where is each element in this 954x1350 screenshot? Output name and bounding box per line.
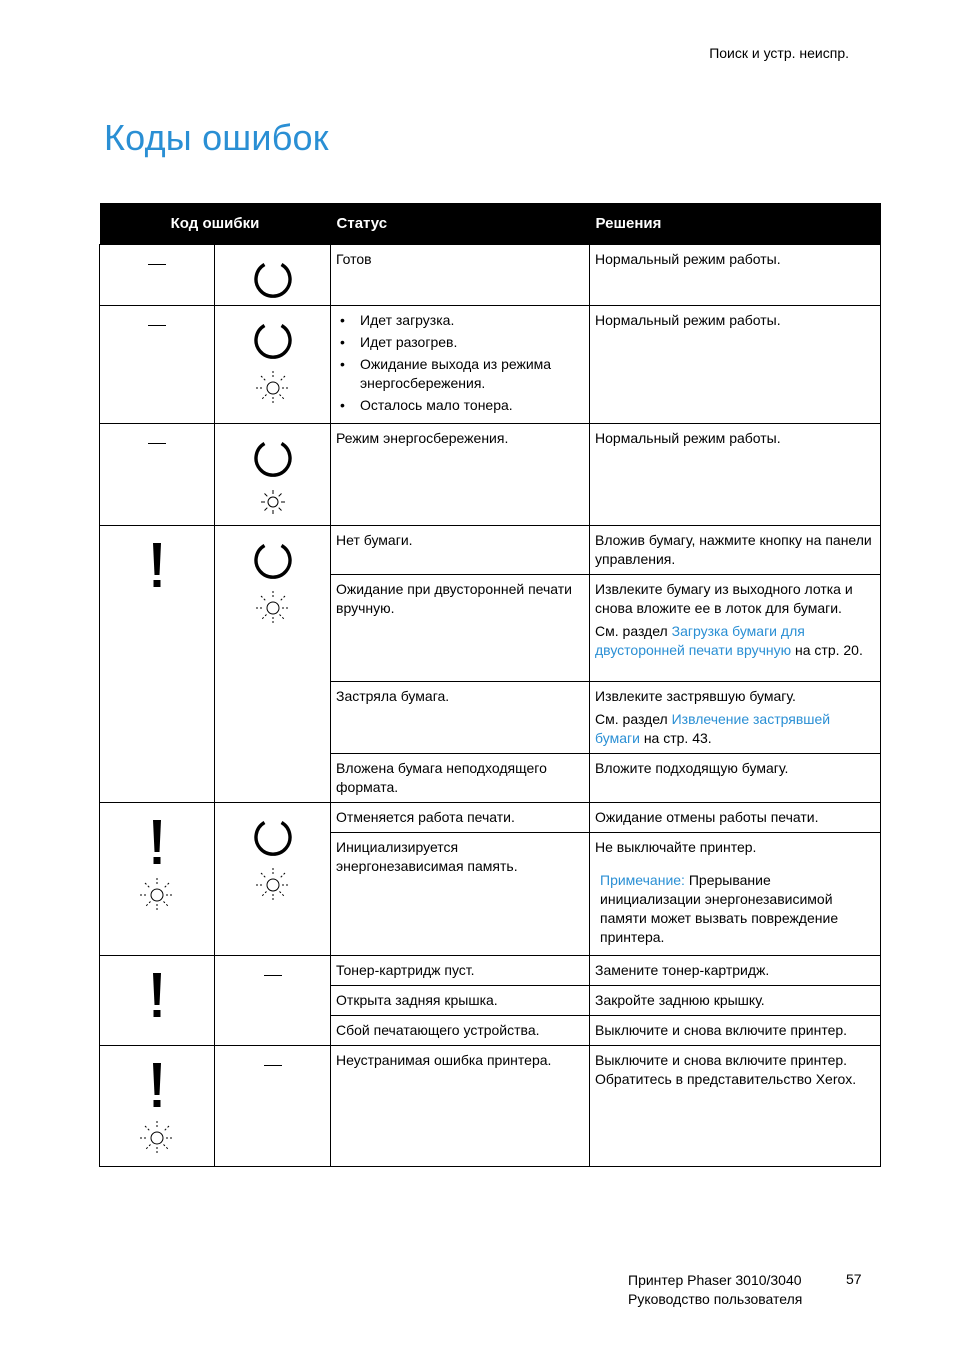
solution-cell: Нормальный режим работы. bbox=[590, 424, 881, 526]
header-error-code: Код ошибки bbox=[100, 203, 331, 245]
ready-indicator-cell bbox=[215, 424, 331, 526]
ready-indicator-cell bbox=[215, 526, 331, 803]
steady-light-icon bbox=[258, 487, 288, 517]
ready-indicator-cell bbox=[215, 245, 331, 306]
page-title: Коды ошибок bbox=[104, 117, 329, 158]
solution-cell: Закройте заднюю крышку. bbox=[590, 986, 881, 1016]
error-indicator-cell bbox=[100, 803, 215, 956]
status-list bbox=[336, 311, 584, 415]
status-cell: Вложена бумага неподходящего формата. bbox=[331, 754, 590, 803]
blinking-light-icon bbox=[254, 589, 292, 627]
blinking-light-icon bbox=[254, 369, 292, 407]
solution-text: Извлеките бумагу из выходного лотка и снова вложите ее в лоток для бумаги. bbox=[595, 581, 853, 616]
table-row bbox=[100, 424, 881, 526]
light-off-dash bbox=[148, 264, 166, 265]
header-solutions: Решения bbox=[590, 203, 881, 245]
error-indicator-cell bbox=[100, 424, 215, 526]
power-ring-icon bbox=[253, 437, 293, 477]
error-exclamation-icon bbox=[150, 541, 164, 589]
table-row bbox=[100, 526, 881, 575]
table-header-row bbox=[100, 203, 881, 245]
solution-cell: Вложите подходящую бумагу. bbox=[590, 754, 881, 803]
table-row bbox=[100, 803, 881, 833]
power-ring-icon bbox=[253, 319, 293, 359]
ref-prefix: См. раздел bbox=[595, 711, 668, 727]
solution-cell: Выключите и снова включите принтер. bbox=[590, 1016, 881, 1046]
light-off-dash bbox=[148, 325, 166, 326]
footer-doc-title: Руководство пользователя bbox=[628, 1291, 803, 1307]
ready-indicator-cell bbox=[215, 956, 331, 1046]
header-section-label: Поиск и устр. неиспр. bbox=[709, 45, 849, 61]
ready-indicator-cell bbox=[215, 803, 331, 956]
blinking-light-icon bbox=[254, 866, 292, 904]
footer bbox=[628, 1271, 802, 1309]
status-cell: Отменяется работа печати. bbox=[331, 803, 590, 833]
error-codes-table bbox=[99, 203, 881, 1167]
error-exclamation-icon bbox=[150, 1061, 164, 1109]
solution-text: Извлеките застрявшую бумагу. bbox=[595, 688, 796, 704]
cross-reference bbox=[595, 710, 875, 748]
page-number: 57 bbox=[846, 1271, 862, 1287]
error-indicator-cell bbox=[100, 526, 215, 803]
status-cell: Режим энергосбережения. bbox=[331, 424, 590, 526]
status-cell: Инициализируется энергонезависимая память. bbox=[331, 833, 590, 956]
error-indicator-cell bbox=[100, 1046, 215, 1167]
status-cell: Тонер-картридж пуст. bbox=[331, 956, 590, 986]
status-cell: Сбой печатающего устройства. bbox=[331, 1016, 590, 1046]
header-status: Статус bbox=[331, 203, 590, 245]
solution-cell: Нормальный режим работы. bbox=[590, 245, 881, 306]
status-cell: Нет бумаги. bbox=[331, 526, 590, 575]
note-text: Прерывание инициализации энергонезависимой памяти может вызвать повреждение принтера. bbox=[600, 872, 839, 945]
manual-duplex-link[interactable]: Загрузка бумаги для двусторонней печати вручную bbox=[595, 623, 805, 658]
status-cell: Готов bbox=[331, 245, 590, 306]
power-ring-icon bbox=[253, 258, 293, 298]
status-cell bbox=[331, 306, 590, 424]
solution-cell: Нормальный режим работы. bbox=[590, 306, 881, 424]
ref-prefix: См. раздел bbox=[595, 623, 668, 639]
power-ring-icon bbox=[253, 539, 293, 579]
blinking-light-icon bbox=[138, 876, 176, 914]
error-indicator-cell bbox=[100, 245, 215, 306]
error-indicator-cell bbox=[100, 306, 215, 424]
solution-cell bbox=[590, 575, 881, 682]
cross-reference bbox=[595, 622, 875, 660]
list-item: • Идет загрузка. bbox=[360, 311, 584, 330]
ref-suffix: на стр. 43. bbox=[643, 730, 712, 746]
solution-cell bbox=[590, 682, 881, 754]
status-cell: Открыта задняя крышка. bbox=[331, 986, 590, 1016]
power-ring-icon bbox=[253, 816, 293, 856]
list-item: • Идет разогрев. bbox=[360, 333, 584, 352]
list-item: • Осталось мало тонера. bbox=[360, 396, 584, 415]
status-cell: Неустранимая ошибка принтера. bbox=[331, 1046, 590, 1167]
list-item: • Ожидание выхода из режима энергосбережения. bbox=[360, 355, 584, 393]
light-off-dash bbox=[264, 975, 282, 976]
table-row bbox=[100, 1046, 881, 1167]
solution-text: Не выключайте принтер. bbox=[595, 839, 757, 855]
note-label: Примечание: bbox=[600, 872, 685, 888]
solution-cell bbox=[590, 833, 881, 956]
solution-cell: Замените тонер-картридж. bbox=[590, 956, 881, 986]
light-off-dash bbox=[148, 443, 166, 444]
table-row bbox=[100, 956, 881, 986]
ready-indicator-cell bbox=[215, 1046, 331, 1167]
blinking-light-icon bbox=[138, 1119, 176, 1157]
table-row bbox=[100, 245, 881, 306]
note-block bbox=[595, 871, 875, 947]
error-exclamation-icon bbox=[150, 818, 164, 866]
error-indicator-cell bbox=[100, 956, 215, 1046]
error-exclamation-icon bbox=[150, 971, 164, 1019]
paper-jam-link[interactable]: Извлечение застрявшей бумаги bbox=[595, 711, 831, 746]
ready-indicator-cell bbox=[215, 306, 331, 424]
status-cell: Застряла бумага. bbox=[331, 682, 590, 754]
ref-suffix: на стр. 20. bbox=[795, 642, 863, 658]
status-cell: Ожидание при двусторонней печати вручную. bbox=[331, 575, 590, 682]
table-row bbox=[100, 306, 881, 424]
solution-cell: Выключите и снова включите принтер. Обратитесь в представительство Xerox. bbox=[590, 1046, 881, 1167]
solution-cell: Ожидание отмены работы печати. bbox=[590, 803, 881, 833]
footer-product: Принтер Phaser 3010/3040 bbox=[628, 1272, 802, 1288]
solution-cell: Вложив бумагу, нажмите кнопку на панели управления. bbox=[590, 526, 881, 575]
light-off-dash bbox=[264, 1065, 282, 1066]
